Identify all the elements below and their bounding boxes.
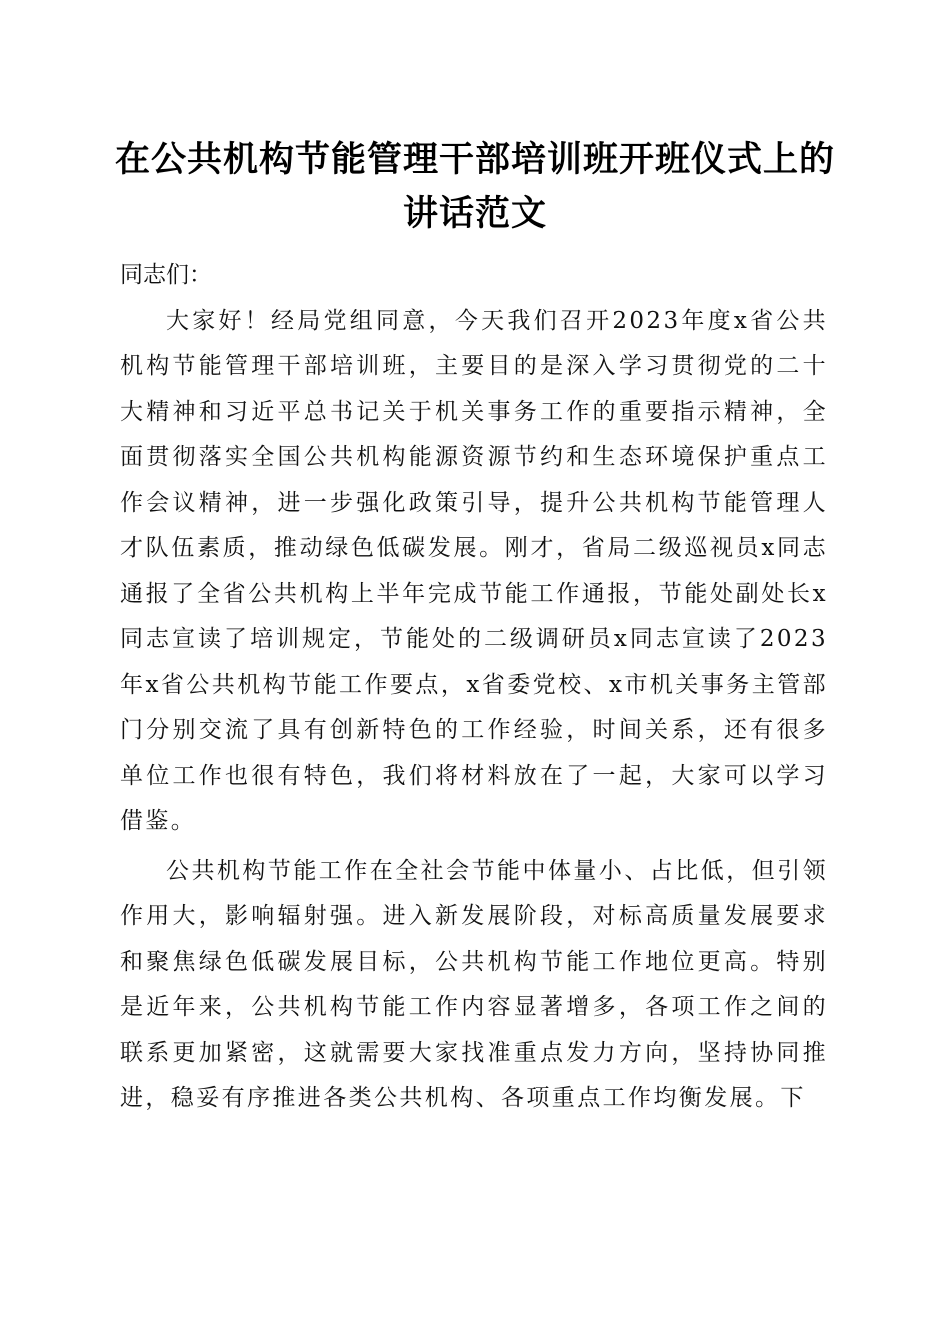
title-line-1: 在公共机构节能管理干部培训班开班仪式上的 xyxy=(114,139,835,180)
document-body xyxy=(120,253,828,1122)
title-line-2: 讲话范文 xyxy=(402,193,547,234)
salutation: 同志们： xyxy=(120,262,212,288)
paragraph-2: 公共机构节能工作在全社会节能中体量小、占比低，但引领作用大，影响辐射强。进入新发展阶段，对标高质量发展要求和聚焦绿色低碳发展目标，公共机构节能工作地位更高。特别是近年来，公共机构节能工作内容显著增多，各项工作之间的联系更加紧密，这就需要大家找准重点发力方向，坚持协同推进，稳妥有序推进各类公共机构、各项重点工作均衡发展。下 xyxy=(120,857,828,1111)
paragraph-1: 大家好！经局党组同意，今天我们召开2023年度x省公共机构节能管理干部培训班，主要目的是深入学习贯彻党的二十大精神和习近平总书记关于机关事务工作的重要指示精神，全面贯彻落实全国公共机构能源资源节约和生态环境保护重点工作会议精神，进一步强化政策引导，提升公共机构节能管理人才队伍素质，推动绿色低碳发展。刚才，省局二级巡视员x同志通报了全省公共机构上半年完成节能工作通报，节能处副处长x同志宣读了培训规定，节能处的二级调研员x同志宣读了2023年x省公共机构节能工作要点，x省委党校、x市机关事务主管部门分别交流了具有创新特色的工作经验，时间关系，还有很多单位工作也很有特色，我们将材料放在了一起，大家可以学习借鉴。 xyxy=(120,307,828,834)
document-title xyxy=(100,133,850,241)
